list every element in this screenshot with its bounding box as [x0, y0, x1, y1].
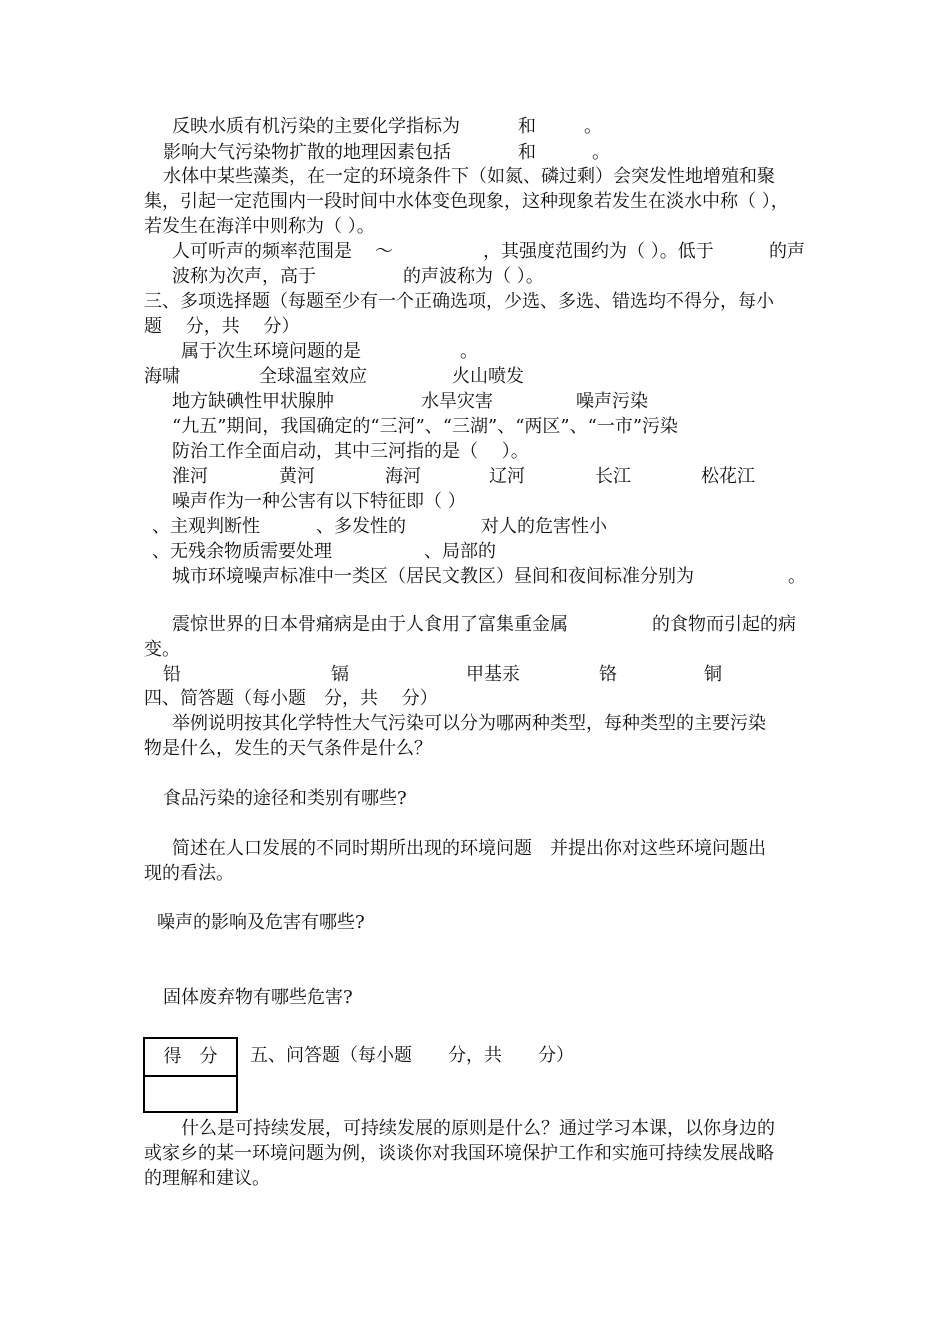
fill-q-sound-a: 人可听声的频率范围是	[172, 241, 352, 262]
text: 反映水质有机污染的主要化学指标为	[172, 116, 460, 137]
fill-q-sound-b: 波称为次声，高于	[172, 266, 316, 287]
essay-q1-line1: 什么是可持续发展，可持续发展的原则是什么？通过学习本课，以你身边的	[181, 1118, 775, 1139]
mc-q3-option: 对人的危害性小	[481, 516, 607, 537]
essay-q1-line3: 的理解和建议。	[144, 1168, 270, 1189]
mc-q5-stem-line1b: 的食物而引起的病	[652, 614, 796, 635]
mc-q3-option: 、无残余物质需要处理	[152, 541, 332, 562]
mc-q3-option: 、局部的	[424, 541, 496, 562]
mc-q5-option: 镉	[331, 664, 349, 685]
section3-heading-line2: 题 分，共 分）	[144, 316, 300, 337]
section5-heading: 五、问答题（每小题 分，共 分）	[250, 1045, 574, 1066]
fill-q-sound-tilde: ～	[375, 241, 393, 262]
sa-q3-line1: 简述在人口发展的不同时期所出现的环境问题 并提出你对这些环境问题出	[172, 838, 766, 859]
mc-q2-option: 辽河	[489, 466, 525, 487]
mc-q1-option: 地方缺碘性甲状腺肿	[172, 391, 334, 412]
score-box-divider	[145, 1075, 236, 1077]
mc-q2-option: 海河	[385, 466, 421, 487]
mc-q2-option: 松花江	[701, 466, 755, 487]
mc-q2-stem-line1: “九五”期间，我国确定的“三河”、“三湖”、“两区”、“一市”污染	[172, 416, 679, 437]
sa-q5: 固体废弃物有哪些危害?	[163, 987, 353, 1008]
fill-and-2: 和	[518, 142, 536, 163]
mc-q2-option: 黄河	[279, 466, 315, 487]
mc-q3-stem: 噪声作为一种公害有以下特征即（ ）	[172, 491, 466, 512]
mc-q4-end: 。	[788, 566, 806, 587]
mc-q5-option: 铬	[599, 664, 617, 685]
fill-q-algae-line2: 集，引起一定范围内一段时间中水体变色现象，这种现象若发生在淡水中称（ ），	[144, 191, 789, 212]
mc-q1-option: 噪声污染	[576, 391, 648, 412]
fill-q-algae-line1: 水体中某些藻类，在一定的环境条件下（如氮、磷过剩）会突发性地增殖和聚	[163, 166, 775, 187]
mc-q1-option: 火山喷发	[452, 366, 524, 387]
mc-q5-option: 铜	[704, 664, 722, 685]
fill-and-1: 和	[518, 116, 536, 137]
sa-q1-line1: 举例说明按其化学特性大气污染可以分为哪两种类型，每种类型的主要污染	[172, 713, 766, 734]
mc-q5-option: 甲基汞	[466, 664, 520, 685]
mc-q5-option: 铅	[163, 664, 181, 685]
section4-heading: 四、简答题（每小题 分，共 分）	[144, 688, 438, 709]
sa-q2: 食品污染的途径和类别有哪些?	[163, 788, 407, 809]
score-label: 得 分	[163, 1046, 218, 1067]
section3-heading-line1: 三、多项选择题（每题至少有一个正确选项，少选、多选、错选均不得分，每小	[144, 291, 774, 312]
mc-q2-option: 淮河	[172, 466, 208, 487]
sa-q4: 噪声的影响及危害有哪些?	[157, 912, 365, 933]
fill-end-1: 。	[584, 116, 602, 137]
fill-end-2: 。	[592, 142, 610, 163]
fill-q-water-indicator	[172, 116, 460, 138]
mc-q1-option: 海啸	[144, 366, 180, 387]
mc-q1-end: 。	[460, 341, 478, 362]
fill-q-sound-c: ，其强度范围约为（ ）。低于	[483, 241, 714, 262]
mc-q5-stem-line2: 变。	[144, 639, 180, 660]
mc-q2-stem-line2: 防治工作全面启动，其中三河指的是（ ）。	[172, 441, 529, 462]
sa-q3-line2: 现的看法。	[144, 863, 234, 884]
mc-q2-option: 长江	[595, 466, 631, 487]
mc-q1-option: 水旱灾害	[421, 391, 493, 412]
fill-q-air-geography: 影响大气污染物扩散的地理因素包括	[163, 142, 451, 163]
mc-q3-option: 、主观判断性	[152, 516, 260, 537]
mc-q1-option: 全球温室效应	[259, 366, 367, 387]
fill-q-sound-d: 的声	[769, 241, 805, 262]
score-box	[143, 1037, 238, 1113]
sa-q1-line2: 物是什么，发生的天气条件是什么？	[144, 738, 432, 759]
essay-q1-line2: 或家乡的某一环境问题为例，谈谈你对我国环境保护工作和实施可持续发展战略	[144, 1143, 774, 1164]
mc-q4-stem: 城市环境噪声标准中一类区（居民文教区）昼间和夜间标准分别为	[172, 566, 694, 587]
mc-q3-option: 、多发性的	[316, 516, 406, 537]
mc-q1-stem: 属于次生环境问题的是	[181, 341, 361, 362]
fill-q-algae-line3: 若发生在海洋中则称为（ ）。	[144, 216, 375, 237]
fill-q-sound-b2: 的声波称为（ ）。	[403, 266, 544, 287]
mc-q5-stem-line1: 震惊世界的日本骨痛病是由于人食用了富集重金属	[172, 614, 568, 635]
